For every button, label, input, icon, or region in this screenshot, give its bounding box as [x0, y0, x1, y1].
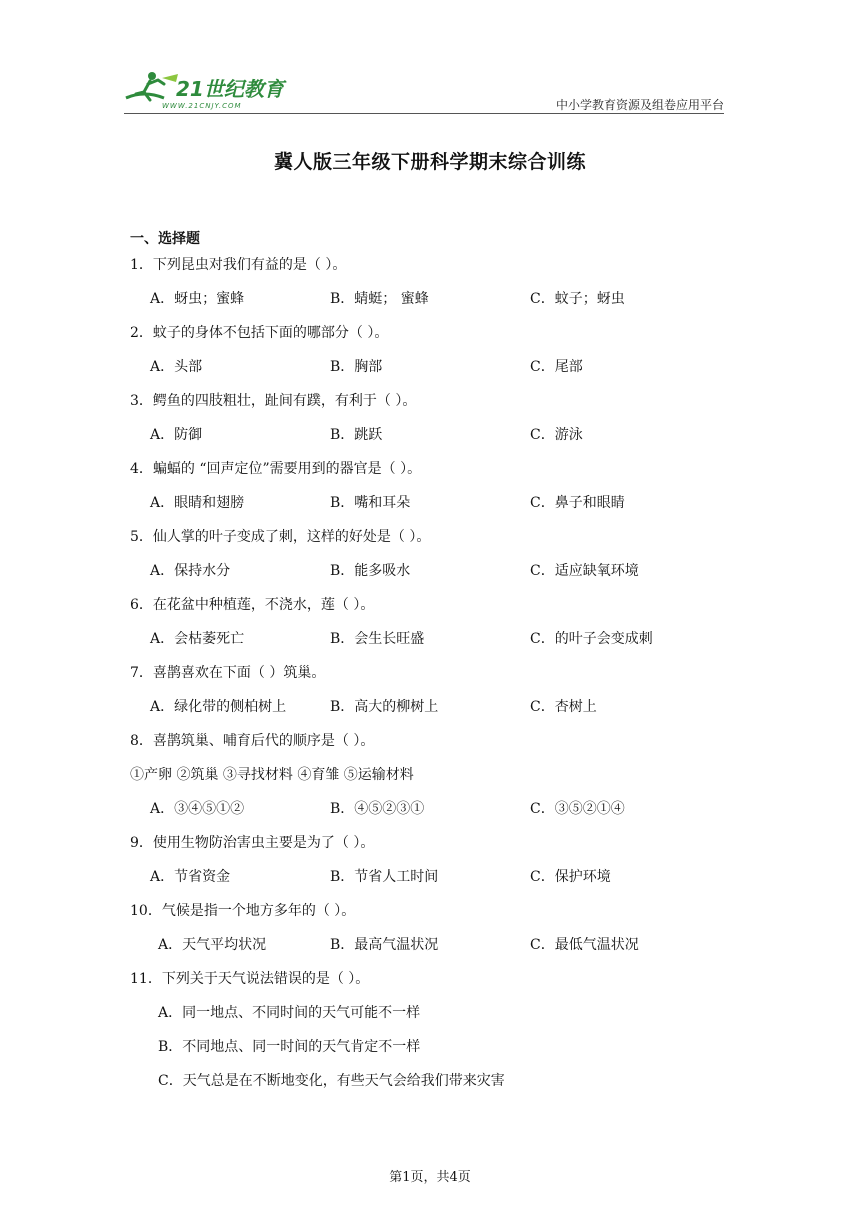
option-b: B．最高气温状况	[330, 937, 439, 953]
option-a: A．防御	[150, 427, 203, 443]
question-list	[130, 253, 730, 1103]
question-stem: 1．下列昆虫对我们有益的是（ ）。	[130, 257, 347, 273]
option-c: C．的叶子会变成刺	[530, 631, 653, 647]
option-c: C．天气总是在不断地变化，有些天气会给我们带来灾害	[158, 1073, 505, 1089]
question-stem: 2．蚊子的身体不包括下面的哪部分（ ）。	[130, 325, 389, 341]
runner-logo-icon	[124, 68, 294, 112]
option-a: A．同一地点、不同时间的天气可能不一样	[158, 1005, 421, 1021]
option-b: B．能多吸水	[330, 563, 411, 579]
option-row	[130, 355, 730, 389]
platform-name: 中小学教育资源及组卷应用平台	[555, 98, 724, 112]
page-number: 第1页，共4页	[389, 1170, 471, 1185]
option-b: B．胸部	[330, 359, 383, 375]
question-stem: 5．仙人掌的叶子变成了刺，这样的好处是（ ）。	[130, 529, 431, 545]
option-row	[130, 423, 730, 457]
option-a: A．天气平均状况	[158, 937, 267, 953]
option-a: A．眼睛和翅膀	[150, 495, 245, 511]
option-a: A．③④⑤①②	[150, 801, 245, 817]
option-b: B．嘴和耳朵	[330, 495, 411, 511]
option-c: C．蚊子；蚜虫	[530, 291, 625, 307]
question-stem: 4．蝙蝠的 “回声定位”需要用到的器官是（ ）。	[130, 461, 422, 477]
option-row	[130, 627, 730, 661]
option-c: C．③⑤②①④	[530, 801, 625, 817]
document-title: 冀人版三年级下册科学期末综合训练	[273, 151, 586, 173]
question-stem: 11．下列关于天气说法错误的是（ ）。	[130, 971, 370, 987]
option-a: A．绿化带的侧柏树上	[150, 699, 287, 715]
option-c: C．游泳	[530, 427, 583, 443]
option-b: B．④⑤②③①	[330, 801, 425, 817]
option-b: B．会生长旺盛	[330, 631, 425, 647]
option-c: C．尾部	[530, 359, 583, 375]
logo-url: WWW.21CNJY.COM	[162, 102, 242, 110]
option-c: C．适应缺氧环境	[530, 563, 639, 579]
option-row	[130, 933, 730, 967]
page-header	[124, 68, 724, 116]
option-row	[130, 797, 730, 831]
option-row	[130, 865, 730, 899]
header-divider	[124, 113, 724, 114]
question-stem: 8．喜鹊筑巢、哺育后代的顺序是（ ）。	[130, 733, 375, 749]
question-stem: 10．气候是指一个地方多年的（ ）。	[130, 903, 356, 919]
option-row	[130, 287, 730, 321]
option-b: B．跳跃	[330, 427, 383, 443]
option-row	[130, 559, 730, 593]
question-stem: 3．鳄鱼的四肢粗壮，趾间有蹼，有利于（ ）。	[130, 393, 417, 409]
option-b: B．节省人工时间	[330, 869, 439, 885]
option-c: C．杏树上	[530, 699, 597, 715]
question-stem: 6．在花盆中种植莲，不浇水，莲（ ）。	[130, 597, 375, 613]
logo-text: 21世纪教育	[176, 77, 284, 101]
sequence-items: ①产卵 ②筑巢 ③寻找材料 ④育雏 ⑤运输材料	[130, 767, 414, 783]
option-a: A．蚜虫；蜜蜂	[150, 291, 245, 307]
option-c: C．保护环境	[530, 869, 611, 885]
option-row	[130, 695, 730, 729]
option-b: B．高大的柳树上	[330, 699, 439, 715]
option-a: A．会枯萎死亡	[150, 631, 245, 647]
option-row	[130, 491, 730, 525]
question-stem: 9．使用生物防治害虫主要是为了（ ）。	[130, 835, 375, 851]
option-a: A．节省资金	[150, 869, 231, 885]
option-b: B．蜻蜓； 蜜蜂	[330, 291, 429, 307]
section-heading: 一、选择题	[130, 231, 200, 247]
option-c: C．最低气温状况	[530, 937, 639, 953]
option-a: A．保持水分	[150, 563, 231, 579]
option-a: A．头部	[150, 359, 203, 375]
option-b: B．不同地点、同一时间的天气肯定不一样	[158, 1039, 421, 1055]
logo	[124, 68, 294, 112]
question-stem: 7．喜鹊喜欢在下面（ ）筑巢。	[130, 665, 326, 681]
option-c: C．鼻子和眼睛	[530, 495, 625, 511]
